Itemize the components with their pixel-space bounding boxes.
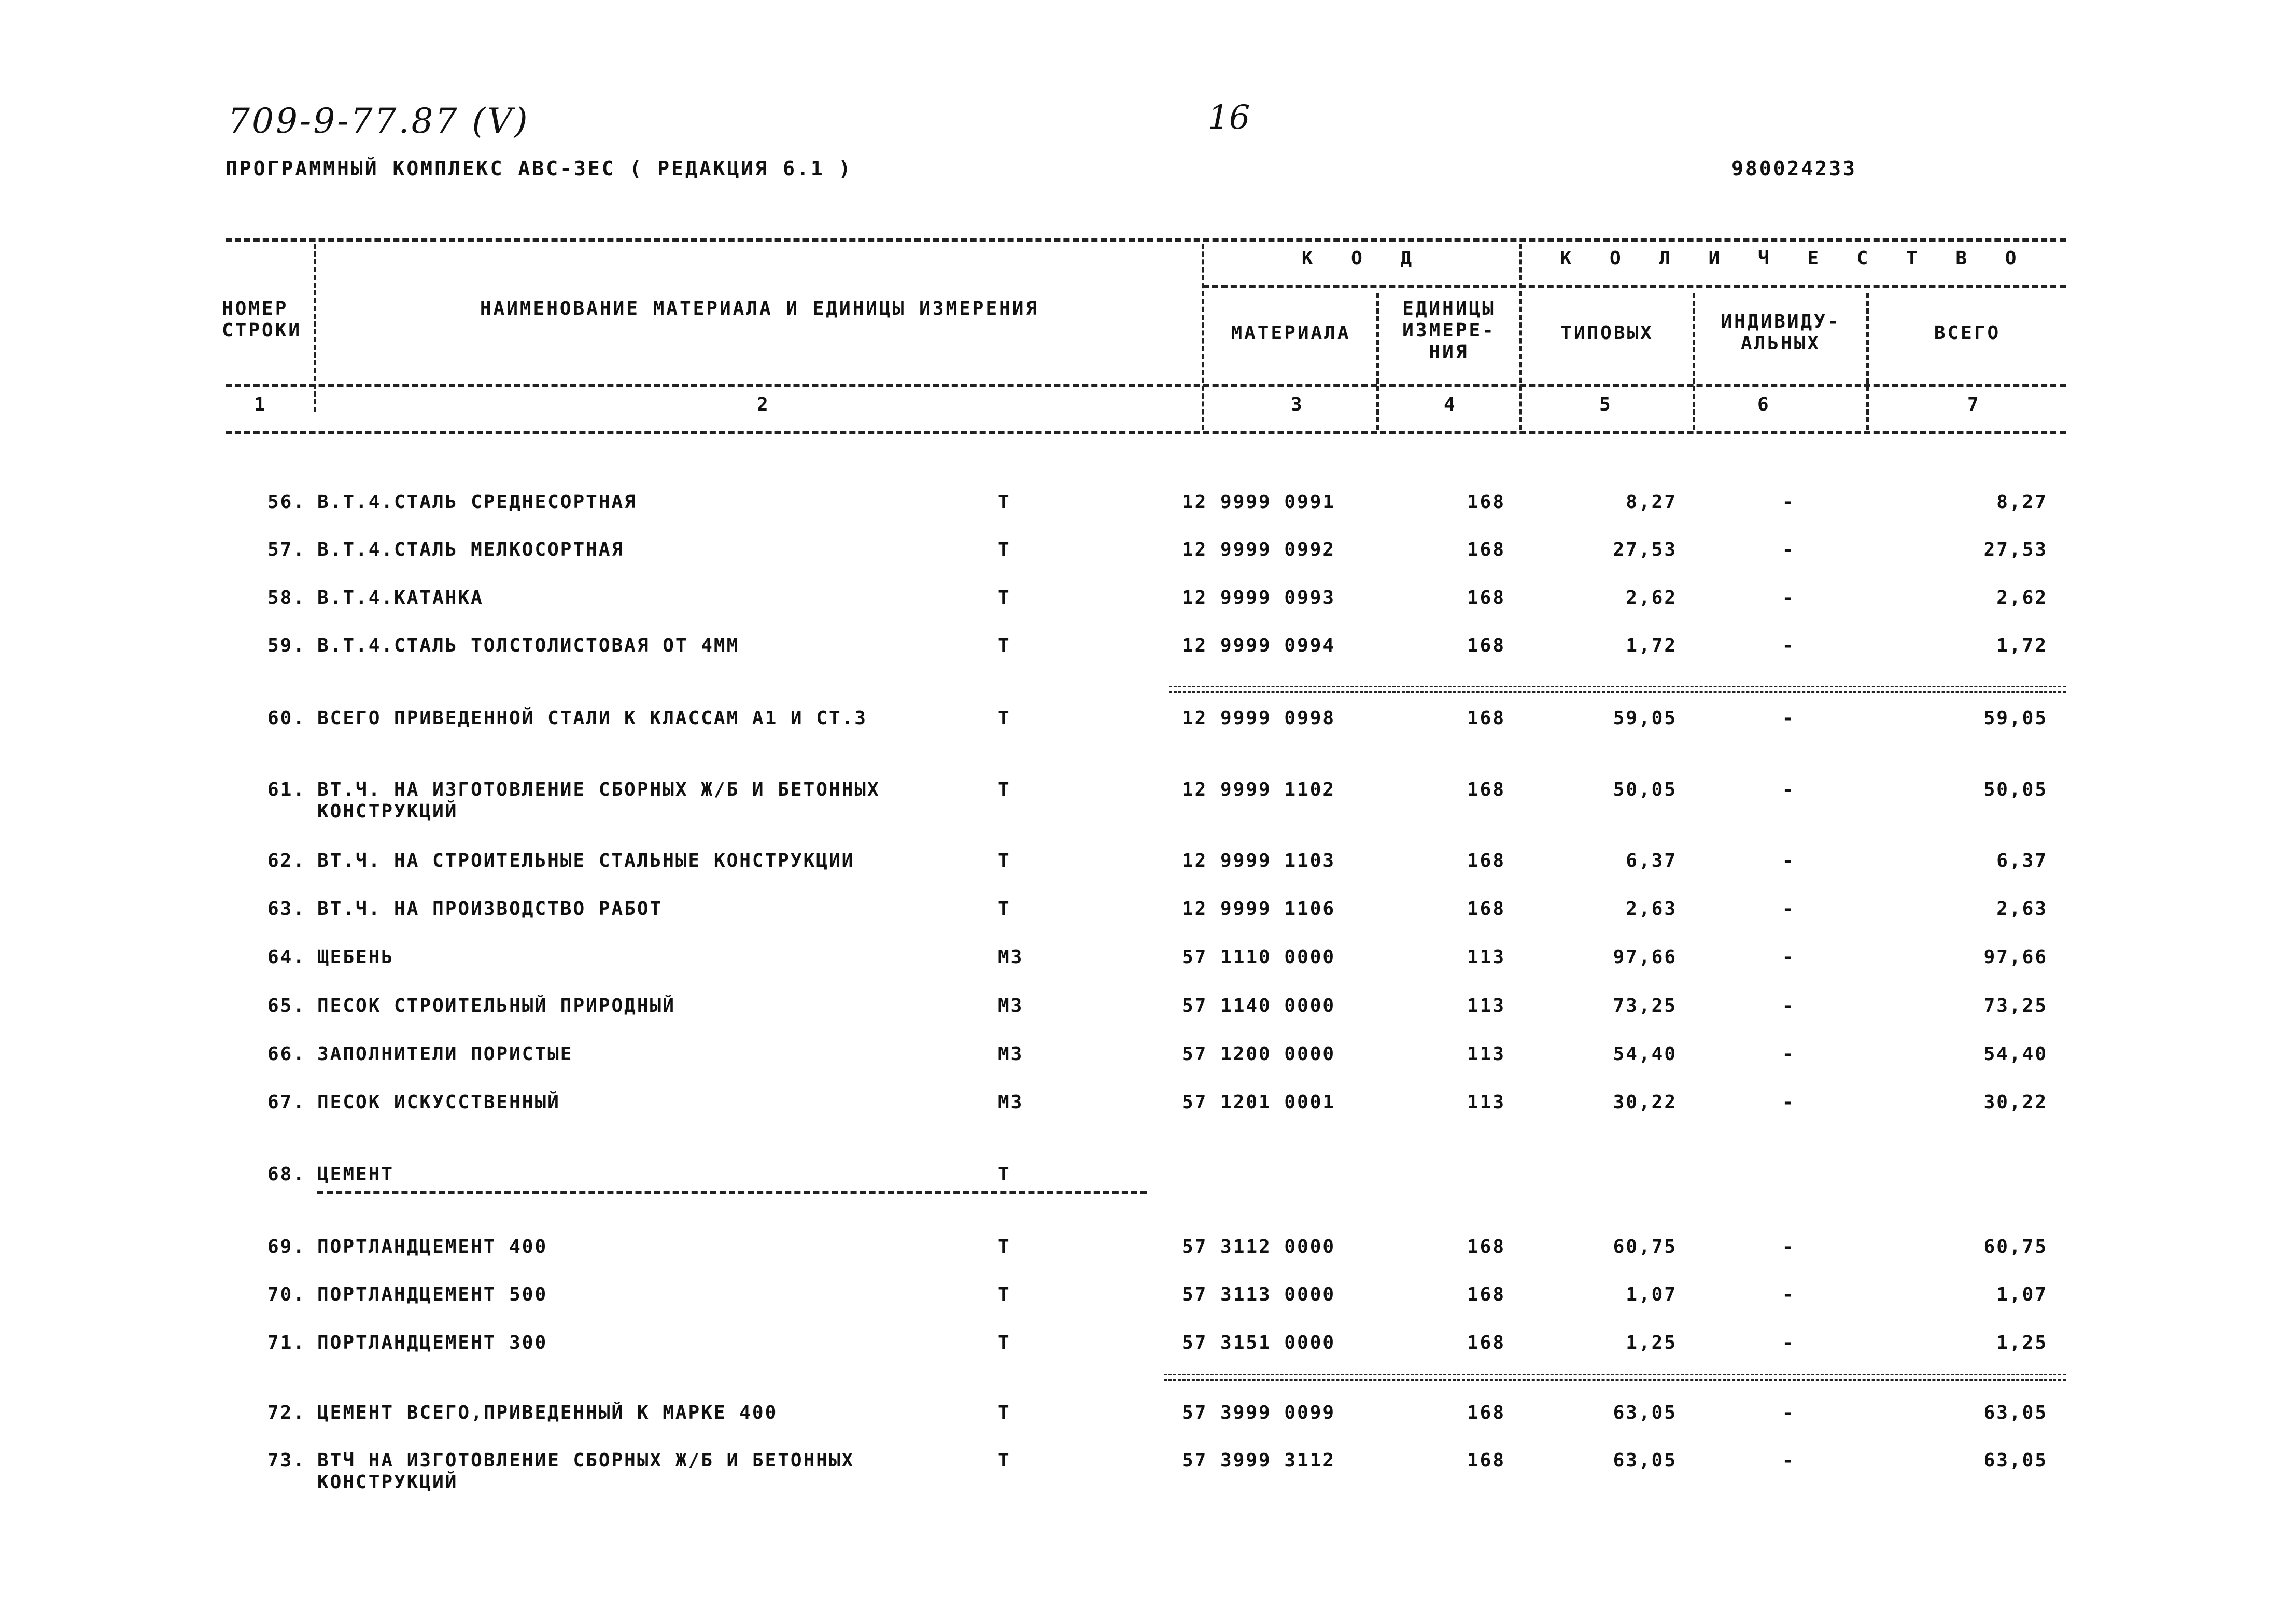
unit-code: 168	[1467, 635, 1506, 656]
material-code: 57 1200 0000	[1182, 1043, 1336, 1065]
individual-qty: -	[1782, 779, 1795, 800]
table-row	[0, 635, 2296, 676]
total-qty: 54,40	[1983, 1043, 2048, 1065]
material-name: ВТЧ НА ИЗГОТОВЛЕНИЕ СБОРНЫХ Ж/Б И БЕТОННЫХ КОНСТРУКЦИЙ	[317, 1450, 855, 1493]
material-name: ЩЕБЕНЬ	[317, 947, 395, 968]
header-material-name: НАИМЕНОВАНИЕ МАТЕРИАЛА И ЕДИНИЦЫ ИЗМЕРЕНИЯ	[480, 298, 1039, 319]
table-row	[0, 1284, 2296, 1325]
typical-qty: 1,25	[1626, 1332, 1677, 1353]
material-code: 57 3113 0000	[1182, 1284, 1336, 1305]
total-qty: 2,63	[1996, 898, 2048, 920]
table-row	[0, 587, 2296, 629]
row-number: 60.	[267, 708, 306, 729]
column-number: 7	[1967, 394, 1979, 415]
total-qty: 59,05	[1983, 708, 2048, 729]
table-row	[0, 491, 2296, 533]
typical-qty: 60,75	[1613, 1236, 1677, 1258]
row-number: 67.	[267, 1092, 306, 1113]
individual-qty: -	[1782, 635, 1795, 656]
individual-qty: -	[1782, 1450, 1795, 1471]
material-code: 57 1140 0000	[1182, 995, 1336, 1016]
unit: Т	[998, 1236, 1011, 1258]
header-total: ВСЕГО	[1934, 322, 2001, 344]
column-number: 5	[1599, 394, 1611, 415]
unit-code: 168	[1467, 1284, 1506, 1305]
col-separator	[1202, 244, 1204, 430]
row-number: 58.	[267, 587, 306, 609]
unit-code: 168	[1467, 1236, 1506, 1258]
individual-qty: -	[1782, 1043, 1795, 1065]
typical-qty: 27,53	[1613, 539, 1677, 560]
unit: Т	[998, 850, 1011, 871]
header-group-rule	[1203, 285, 2066, 288]
header-typical: ТИПОВЫХ	[1560, 322, 1654, 344]
typical-qty: 97,66	[1613, 947, 1677, 968]
unit-code: 168	[1467, 539, 1506, 560]
material-code: 12 9999 0993	[1182, 587, 1336, 609]
individual-qty: -	[1782, 587, 1795, 609]
column-number: 6	[1757, 394, 1769, 415]
individual-qty: -	[1782, 539, 1795, 560]
unit: Т	[998, 708, 1011, 729]
table-row	[0, 1450, 2296, 1491]
material-name: ЦЕМЕНТ ВСЕГО,ПРИВЕДЕННЫЙ К МАРКЕ 400	[317, 1402, 778, 1423]
typical-qty: 6,37	[1626, 850, 1677, 871]
table-row	[0, 850, 2296, 892]
unit-code: 168	[1467, 587, 1506, 609]
material-code: 12 9999 1103	[1182, 850, 1336, 871]
table-row	[0, 1332, 2296, 1374]
document-code: 709-9-77.87 (V)	[228, 101, 530, 141]
unit-code: 168	[1467, 491, 1506, 513]
row-number: 72.	[267, 1402, 306, 1423]
header-row-number: НОМЕР СТРОКИ	[222, 298, 302, 341]
unit: М3	[998, 995, 1024, 1016]
total-qty: 2,62	[1996, 587, 2048, 609]
header-unit-measure: ЕДИНИЦЫ ИЗМЕРЕ- НИЯ	[1402, 298, 1496, 363]
typical-qty: 2,62	[1626, 587, 1677, 609]
unit: Т	[998, 587, 1011, 609]
row-number: 69.	[267, 1236, 306, 1258]
individual-qty: -	[1782, 1402, 1795, 1423]
material-name: ВТ.Ч. НА ПРОИЗВОДСТВО РАБОТ	[317, 898, 663, 920]
total-separator	[1164, 1374, 2066, 1381]
material-name: ВТ.Ч. НА СТРОИТЕЛЬНЫЕ СТАЛЬНЫЕ КОНСТРУКЦИИ	[317, 850, 855, 871]
typical-qty: 30,22	[1613, 1092, 1677, 1113]
column-number: 4	[1444, 394, 1455, 415]
typical-qty: 50,05	[1613, 779, 1677, 800]
unit-code: 168	[1467, 779, 1506, 800]
material-code: 57 3999 3112	[1182, 1450, 1336, 1471]
total-qty: 97,66	[1983, 947, 2048, 968]
total-qty: 8,27	[1996, 491, 2048, 513]
unit: Т	[998, 1332, 1011, 1353]
material-code: 12 9999 0992	[1182, 539, 1336, 560]
col-separator	[1866, 293, 1869, 430]
material-code: 57 1201 0001	[1182, 1092, 1336, 1113]
unit: Т	[998, 898, 1011, 920]
unit: Т	[998, 1284, 1011, 1305]
material-name: ЦЕМЕНТ	[317, 1164, 395, 1185]
unit: Т	[998, 539, 1011, 560]
header-top-rule	[226, 238, 2066, 242]
material-code: 57 3999 0099	[1182, 1402, 1336, 1423]
row-number: 71.	[267, 1332, 306, 1353]
material-name: ПОРТЛАНДЦЕМЕНТ 400	[317, 1236, 548, 1258]
program-title: ПРОГРАММНЫЙ КОМПЛЕКС АВС-ЗЕС ( РЕДАКЦИЯ 6.1 )	[226, 157, 853, 180]
header-code-group: К О Д	[1301, 248, 1426, 269]
individual-qty: -	[1782, 947, 1795, 968]
total-qty: 30,22	[1983, 1092, 2048, 1113]
individual-qty: -	[1782, 491, 1795, 513]
unit-code: 168	[1467, 1450, 1506, 1471]
material-name: ВСЕГО ПРИВЕДЕННОЙ СТАЛИ К КЛАССАМ А1 И СТ.3	[317, 708, 867, 729]
individual-qty: -	[1782, 1236, 1795, 1258]
unit-code: 113	[1467, 1043, 1506, 1065]
row-number: 57.	[267, 539, 306, 560]
table-row	[0, 1402, 2296, 1444]
header-material-code: МАТЕРИАЛА	[1231, 322, 1351, 344]
total-qty: 60,75	[1983, 1236, 2048, 1258]
header-individual: ИНДИВИДУ- АЛЬНЫХ	[1721, 311, 1841, 354]
table-row	[0, 1092, 2296, 1133]
material-code: 12 9999 1102	[1182, 779, 1336, 800]
material-code: 12 9999 0994	[1182, 635, 1336, 656]
individual-qty: -	[1782, 1092, 1795, 1113]
individual-qty: -	[1782, 995, 1795, 1016]
material-code: 12 9999 0998	[1182, 708, 1336, 729]
column-number: 1	[254, 394, 265, 415]
header-bottom-rule	[226, 431, 2066, 434]
table-row	[0, 708, 2296, 749]
row-number: 59.	[267, 635, 306, 656]
table-row	[0, 995, 2296, 1037]
column-number: 3	[1291, 394, 1302, 415]
typical-qty: 1,72	[1626, 635, 1677, 656]
typical-qty: 8,27	[1626, 491, 1677, 513]
total-qty: 1,25	[1996, 1332, 2048, 1353]
material-name: ПЕСОК ИСКУССТВЕННЫЙ	[317, 1092, 560, 1113]
unit: Т	[998, 1402, 1011, 1423]
col-separator	[314, 244, 316, 412]
row-number: 70.	[267, 1284, 306, 1305]
unit-code: 113	[1467, 947, 1506, 968]
typical-qty: 54,40	[1613, 1043, 1677, 1065]
individual-qty: -	[1782, 898, 1795, 920]
total-separator	[1169, 686, 2066, 693]
column-number: 2	[757, 394, 768, 415]
unit: Т	[998, 635, 1011, 656]
unit-code: 113	[1467, 995, 1506, 1016]
individual-qty: -	[1782, 708, 1795, 729]
row-number: 62.	[267, 850, 306, 871]
material-code: 57 1110 0000	[1182, 947, 1336, 968]
typical-qty: 2,63	[1626, 898, 1677, 920]
row-number: 68.	[267, 1164, 306, 1185]
material-name: В.Т.4.СТАЛЬ ТОЛСТОЛИСТОВАЯ ОТ 4ММ	[317, 635, 740, 656]
row-number: 65.	[267, 995, 306, 1016]
row-number: 56.	[267, 491, 306, 513]
unit-code: 168	[1467, 1332, 1506, 1353]
material-code: 57 3112 0000	[1182, 1236, 1336, 1258]
table-row	[0, 1043, 2296, 1085]
unit: Т	[998, 1164, 1011, 1185]
typical-qty: 63,05	[1613, 1402, 1677, 1423]
material-name: ПОРТЛАНДЦЕМЕНТ 500	[317, 1284, 548, 1305]
typical-qty: 63,05	[1613, 1450, 1677, 1471]
individual-qty: -	[1782, 850, 1795, 871]
table-row	[0, 779, 2296, 821]
typical-qty: 1,07	[1626, 1284, 1677, 1305]
table-row	[0, 1236, 2296, 1278]
total-qty: 1,07	[1996, 1284, 2048, 1305]
unit-code: 168	[1467, 898, 1506, 920]
material-name: ВТ.Ч. НА ИЗГОТОВЛЕНИЕ СБОРНЫХ Ж/Б И БЕТОННЫХ КОНСТРУКЦИЙ	[317, 779, 880, 822]
row-number: 64.	[267, 947, 306, 968]
material-name: В.Т.4.СТАЛЬ СРЕДНЕСОРТНАЯ	[317, 491, 637, 513]
unit-code: 113	[1467, 1092, 1506, 1113]
total-qty: 1,72	[1996, 635, 2048, 656]
unit: Т	[998, 779, 1011, 800]
total-qty: 27,53	[1983, 539, 2048, 560]
document-id: 980024233	[1731, 157, 1857, 180]
total-qty: 50,05	[1983, 779, 2048, 800]
table-row	[0, 539, 2296, 581]
unit-code: 168	[1467, 850, 1506, 871]
individual-qty: -	[1782, 1284, 1795, 1305]
table-row	[0, 1164, 2296, 1205]
typical-qty: 73,25	[1613, 995, 1677, 1016]
individual-qty: -	[1782, 1332, 1795, 1353]
page-number: 16	[1208, 98, 1250, 137]
material-code: 12 9999 1106	[1182, 898, 1336, 920]
row-number: 66.	[267, 1043, 306, 1065]
material-name: ПОРТЛАНДЦЕМЕНТ 300	[317, 1332, 548, 1353]
material-name: ЗАПОЛНИТЕЛИ ПОРИСТЫЕ	[317, 1043, 573, 1065]
row-number: 63.	[267, 898, 306, 920]
unit: М3	[998, 947, 1024, 968]
total-qty: 73,25	[1983, 995, 2048, 1016]
unit: Т	[998, 1450, 1011, 1471]
header-quantity-group: К О Л И Ч Е С Т В О	[1560, 248, 2030, 269]
material-name: ПЕСОК СТРОИТЕЛЬНЫЙ ПРИРОДНЫЙ	[317, 995, 675, 1016]
material-name: В.Т.4.КАТАНКА	[317, 587, 484, 609]
row-number: 61.	[267, 779, 306, 800]
table-row	[0, 898, 2296, 940]
total-qty: 6,37	[1996, 850, 2048, 871]
material-code: 12 9999 0991	[1182, 491, 1336, 513]
unit: М3	[998, 1092, 1024, 1113]
unit: Т	[998, 491, 1011, 513]
total-qty: 63,05	[1983, 1402, 2048, 1423]
material-code: 57 3151 0000	[1182, 1332, 1336, 1353]
table-row	[0, 947, 2296, 988]
unit-code: 168	[1467, 708, 1506, 729]
row-number: 73.	[267, 1450, 306, 1471]
header-mid-rule	[226, 384, 2066, 387]
unit-code: 168	[1467, 1402, 1506, 1423]
typical-qty: 59,05	[1613, 708, 1677, 729]
unit: М3	[998, 1043, 1024, 1065]
total-qty: 63,05	[1983, 1450, 2048, 1471]
material-name: В.Т.4.СТАЛЬ МЕЛКОСОРТНАЯ	[317, 539, 625, 560]
